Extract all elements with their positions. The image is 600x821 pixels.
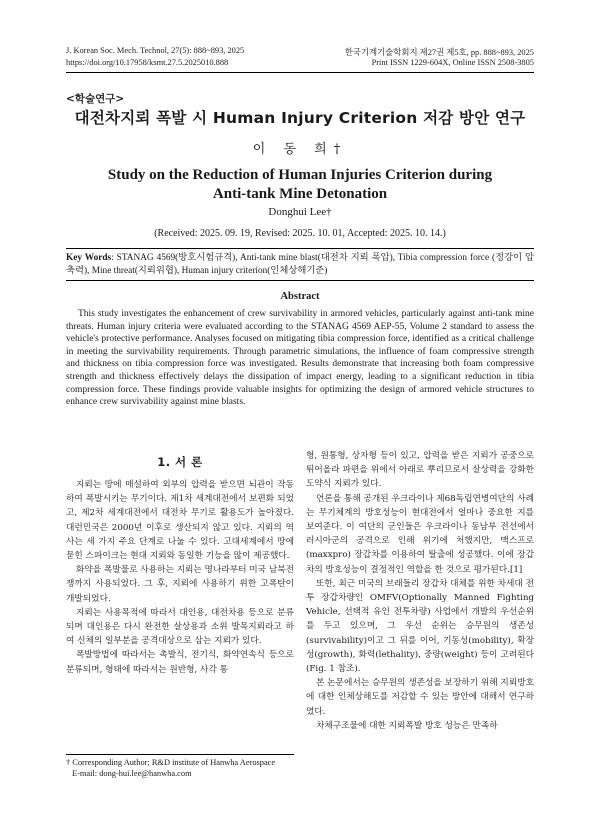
body-paragraph: 지뢰는 사용목적에 따라서 대인용, 대전차용 등으로 분류되며 대인용은 다시 완전한 살상용과 소위 발목지뢰라고 하여 신체의 일부분을 공격대상으로 삼는 지뢰가 있다. [66,607,294,647]
journal-citation-ko: 한국기계기술학회지 제27권 제5호, pp. 888~893, 2025 [344,48,534,57]
body-paragraph: 화약을 폭발물로 사용하는 지뢰는 명나라부터 미국 남북전쟁까지 사용되었다. 그 후, 지뢰에 사용하기 위한 고폭탄이 개발되었다. [66,565,294,604]
abstract-text: This study investigates the enhancement of crew survivability in armored vehicles, particularly against anti-tank mine threats. Human injury criteria were evaluated according to the STANAG 4569 AEP-55, Volume 2 standard to assess the vehicle's protective performance. Analyses focused on mitigating tibia compression force, identified as a critical challenge in meeting the survivability requirements. Through parametric simulations, the influence of foam compressive strength and thickness on tibia compression force was investigated. Results demonstrate that increasing both foam compressive strength and thickness effectively delays the dissipation of impact energy, leading to a significant reduction in tibia compression force. These findings provide valuable insights for optimizing the design of armored vehicle structures to enhance crew survivability against mine blasts. [66,309,534,408]
footnote-rule [66,754,294,755]
body-column-left [66,478,294,677]
body-paragraph: 폭발방법에 따라서는 촉발식, 전기식, 화약연속식 등으로 분류되며, 형태에 따라서는 원반형, 사각 통 [66,650,294,675]
body-paragraph: 차체구조물에 대한 지뢰폭발 방호 성능은 만족하 [316,720,498,731]
author-english: Donghui Lee† [268,206,332,218]
keywords [66,252,534,277]
body-paragraph: 언론을 통해 공개된 우크라이나 제68독립연병여단의 사례는 무기체계의 방호성능이 현대전에서 얼마나 중요한 지를 보여준다. 이 여단의 군인들은 우크라이나 동남부 전선에서 러시아군의 공격으로 인해 위기에 처했지만, 맥스프로(maxxpro) 장갑차를 이용하여 탈출에 성공했다. 이에 장갑차의 방호성능이 결정적인 역할을 한 것으로 평가된다.[1] [306,493,534,575]
keywords-bottom-rule [66,280,534,281]
keywords-text: : STANAG 4569(방호시험규격), Anti-tank mine blast(대전차 지뢰 폭압), Tibia compression force (정강이 압축력), Mine threat(지뢰위협), Human injury criterion(인체상해기준) [66,253,534,276]
footnote-affiliation: † Corresponding Author; R&D institute of Hanwha Aerospace [66,758,276,767]
body-paragraph: 형, 원통형, 상자형 등이 있고, 압력을 받은 지뢰가 공중으로 튀어올라 파편을 위에서 아래로 뿌리므로서 살상력을 강화한 도약식 지뢰가 있다. [306,451,534,490]
body-column-right [306,449,534,733]
issn-info: Print ISSN 1229-604X, Online ISSN 2508-3805 [371,58,534,67]
article-category: <학술연구> [66,93,125,105]
author-korean: 이 동 희† [252,142,348,157]
title-korean: 대전차지뢰 폭발 시 Human Injury Criterion 저감 방안 연구 [74,109,526,127]
keywords-top-rule [66,248,534,249]
section-heading-introduction: 1. 서 론 [157,455,203,469]
body-paragraph: 지뢰는 땅에 매설하여 외부의 압력을 받으면 뇌관이 작동하여 폭발시키는 무기이다. 제1차 세계대전에서 보편화 되었고, 제2차 세계대전에서 대전차 무기로 활용도가 높아졌다. 대런민국은 2000년 이후로 생산되지 않고 있다. 지뢰의 역사는 세 가지 주요 단계로 나눌 수 있다. 고대세계에서 땅에 묻힌 스파이크는 현대 지뢰와 동일한 기능을 많이 제공했다. [66,480,294,562]
body-paragraph: 또한, 최근 미국의 브래들리 장갑차 대체를 위한 차세대 전투 장갑차량인 OMFV(Optionally Manned Fighting Vehicle, 선택적 유인 전투차량) 사업에서 개발의 우선순위를 두고 있으며, 그 우선 순위는 승무원의 생존성(survivability)이고 그 뒤를 이어, 기동성(mobility), 확장성(growth), 화력(lethality), 중량(weight) 등이 고려된다(Fig. 1 참조). [306,578,534,675]
header-rule [66,72,534,73]
body-paragraph: 본 논문에서는 승무원의 생존성을 보장하기 위해 지뢰방호에 대한 인체상해도를 저감할 수 있는 방안에 대해서 연구하였다. [306,678,534,717]
journal-citation-en: J. Korean Soc. Mech. Technol, 27(5): 888~893, 2025 [66,46,245,55]
abstract-heading: Abstract [280,291,320,302]
footnote [66,757,296,779]
title-english: Study on the Reduction of Human Injuries Criterion during Anti-tank Mine Detonation [107,167,493,202]
doi-link[interactable]: https://doi.org/10.17958/ksmt.27.5.2025010.888 [66,58,229,67]
keywords-label: Key Words [66,253,112,263]
footnote-email[interactable]: E-mail: dong-hui.lee@hanwha.com [72,769,192,778]
submission-dates: (Received: 2025. 09. 19, Revised: 2025. 10. 01, Accepted: 2025. 10. 14.) [154,228,446,239]
